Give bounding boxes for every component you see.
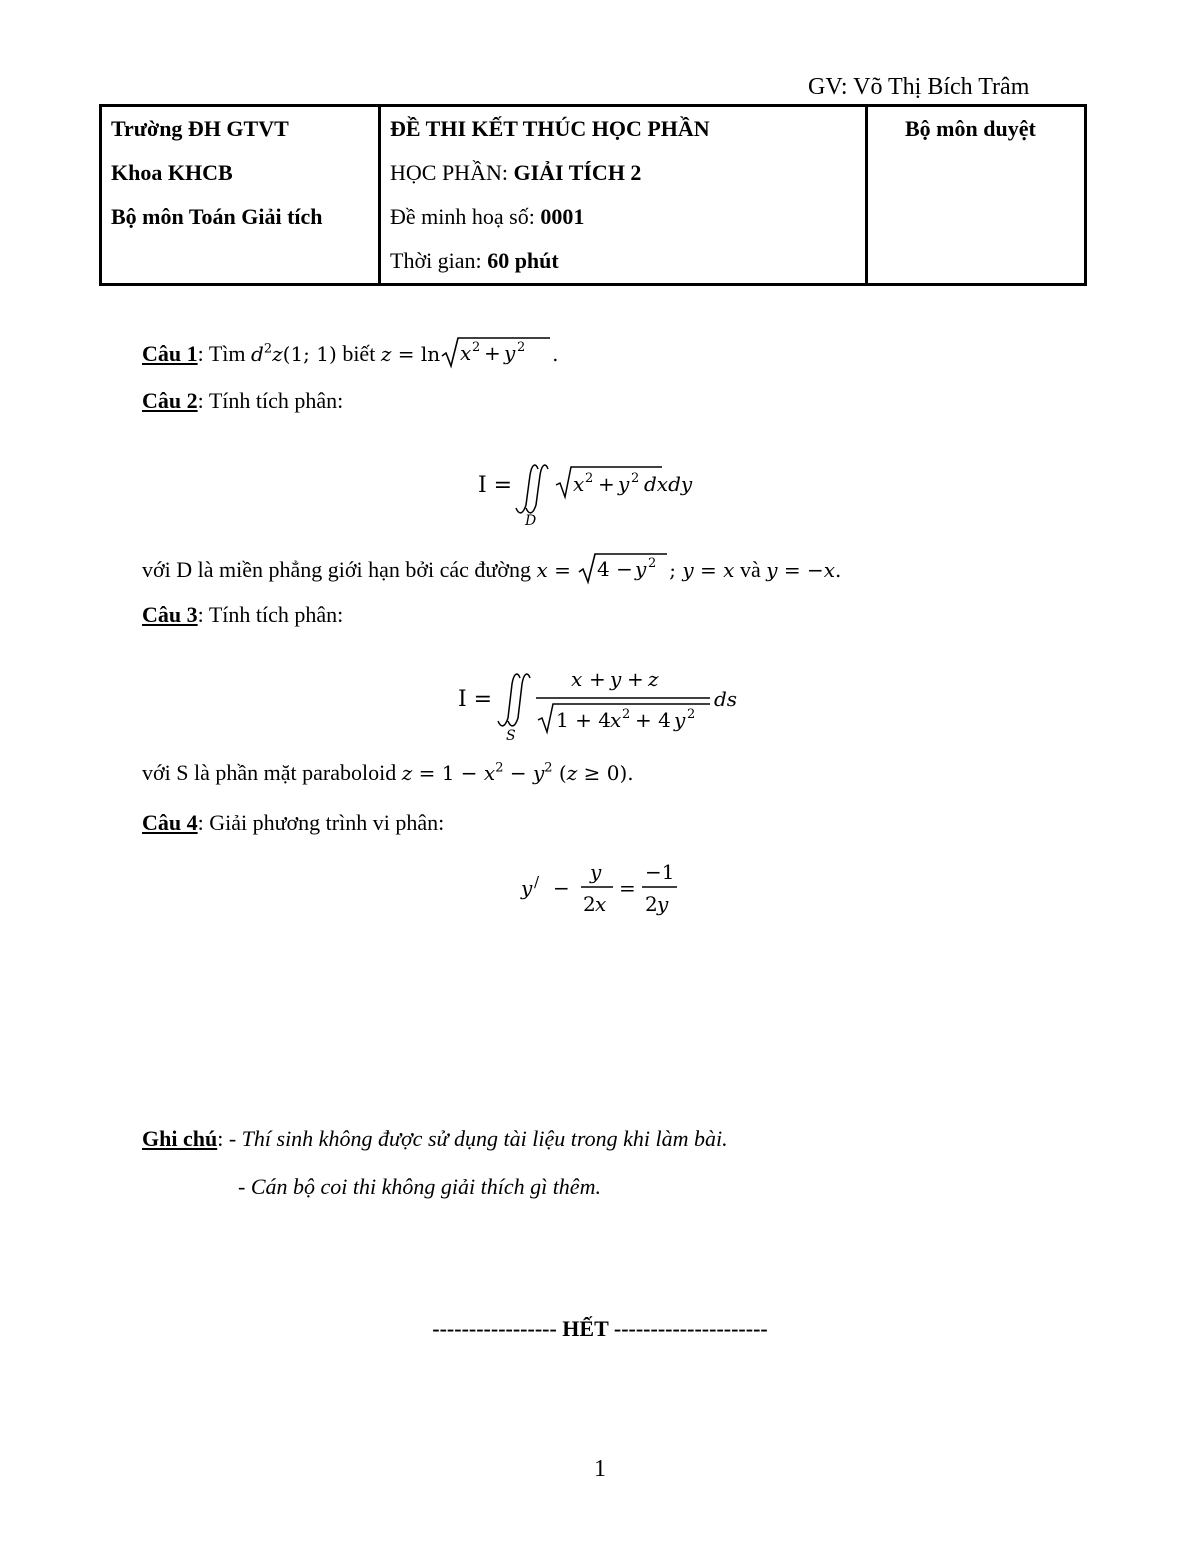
svg-text:y: y	[635, 557, 647, 581]
svg-text:x: x	[460, 341, 472, 365]
svg-text:+: +	[589, 667, 606, 691]
svg-text:x: x	[595, 892, 607, 916]
question-3: Câu 3: Tính tích phân:	[142, 602, 344, 627]
course-line: HỌC PHẦN: GIẢI TÍCH 2	[390, 160, 642, 185]
note-label: Ghi chú	[142, 1126, 218, 1151]
svg-text:2: 2	[583, 892, 596, 916]
svg-text:+ 4: + 4	[635, 708, 671, 732]
note-text-1: Thí sinh không được sử dụng tài liệu trong khi làm bài.	[241, 1126, 728, 1151]
exam-title: ĐỀ THI KẾT THÚC HỌC PHẦN	[390, 116, 710, 141]
svg-text:/: /	[534, 873, 540, 891]
sqrt-formula	[440, 336, 552, 370]
school-cell	[101, 106, 380, 285]
time-line: Thời gian: 60 phút	[390, 248, 559, 273]
svg-text:2: 2	[645, 892, 658, 916]
svg-text:x: x	[571, 667, 583, 691]
svg-text:2: 2	[472, 340, 481, 355]
svg-text:ds: ds	[714, 687, 738, 711]
faculty-name: Khoa KHCB	[111, 160, 233, 185]
svg-text:2: 2	[687, 707, 696, 722]
exam-number-line: Đề minh hoạ số: 0001	[390, 204, 585, 229]
department-name: Bộ môn Toán Giải tích	[111, 204, 323, 229]
svg-text:dxdy: dxdy	[644, 472, 693, 496]
question-3-surface: với S là phần mặt paraboloid $z = 1 - x^2 - y^2$ (z ≥ 0).	[142, 760, 634, 785]
approval-cell	[867, 106, 1086, 285]
note-line-2: - Cán bộ coi thi không giải thích gì thêm.	[238, 1174, 601, 1199]
svg-text:y: y	[657, 892, 669, 916]
end-marker: ----------------- HẾT ---------------------	[432, 1316, 768, 1341]
svg-text:I =: I =	[458, 687, 493, 712]
svg-text:x: x	[610, 708, 622, 732]
svg-text:2: 2	[631, 471, 640, 486]
svg-text:y: y	[590, 860, 602, 884]
svg-text:y: y	[610, 667, 622, 691]
svg-text:z: z	[648, 667, 659, 691]
differential-equation	[515, 855, 695, 925]
teacher-name: GV: Võ Thị Bích Trâm	[808, 74, 1030, 100]
svg-text:−: −	[553, 876, 570, 900]
svg-text:−1: −1	[645, 860, 675, 884]
svg-text:y: y	[504, 341, 516, 365]
approval-label: Bộ môn duyệt	[905, 116, 1036, 141]
svg-text:y: y	[674, 708, 686, 732]
svg-text:2: 2	[585, 471, 594, 486]
school-name: Trường ĐH GTVT	[111, 116, 289, 141]
svg-text:4 −: 4 −	[597, 557, 634, 581]
question-3-label: Câu 3	[142, 602, 198, 627]
svg-text:=: =	[619, 876, 636, 900]
question-4-label: Câu 4	[142, 810, 198, 835]
svg-text:S: S	[506, 728, 516, 744]
integral-formula-3	[452, 660, 752, 750]
svg-text:y: y	[618, 472, 630, 496]
svg-text:2: 2	[622, 707, 631, 722]
question-4: Câu 4: Giải phương trình vi phân:	[142, 810, 445, 835]
note-text-2: Cán bộ coi thi không giải thích gì thêm.	[250, 1174, 601, 1199]
exam-info-cell	[380, 106, 867, 285]
svg-text:1 + 4: 1 + 4	[556, 708, 611, 732]
integral-formula-2	[470, 455, 740, 535]
svg-text:y: y	[521, 876, 533, 900]
question-2: Câu 2: Tính tích phân:	[142, 388, 344, 413]
exam-header-table	[99, 104, 1087, 286]
question-1-label: Câu 1	[142, 341, 198, 366]
svg-text:+: +	[484, 341, 501, 365]
svg-text:+: +	[598, 472, 615, 496]
svg-text:x: x	[573, 472, 585, 496]
question-1: Câu 1: Tìm $d^2z(1$; 1) biết z = ln x 2 + y 2 .	[142, 336, 558, 370]
page-number: 1	[594, 1456, 606, 1482]
question-2-label: Câu 2	[142, 388, 198, 413]
svg-text:+: +	[627, 667, 644, 691]
svg-text:2: 2	[648, 556, 657, 571]
svg-text:I =: I =	[478, 473, 513, 498]
svg-text:D: D	[525, 513, 537, 529]
svg-text:2: 2	[517, 340, 526, 355]
note-line-1: Ghi chú: - Thí sinh không được sử dụng tài liệu trong khi làm bài.	[142, 1126, 728, 1151]
question-2-region: với D là miền phẳng giới hạn bởi các đường x = 4 − y 2 ; y = x và y = −x.	[142, 556, 842, 582]
